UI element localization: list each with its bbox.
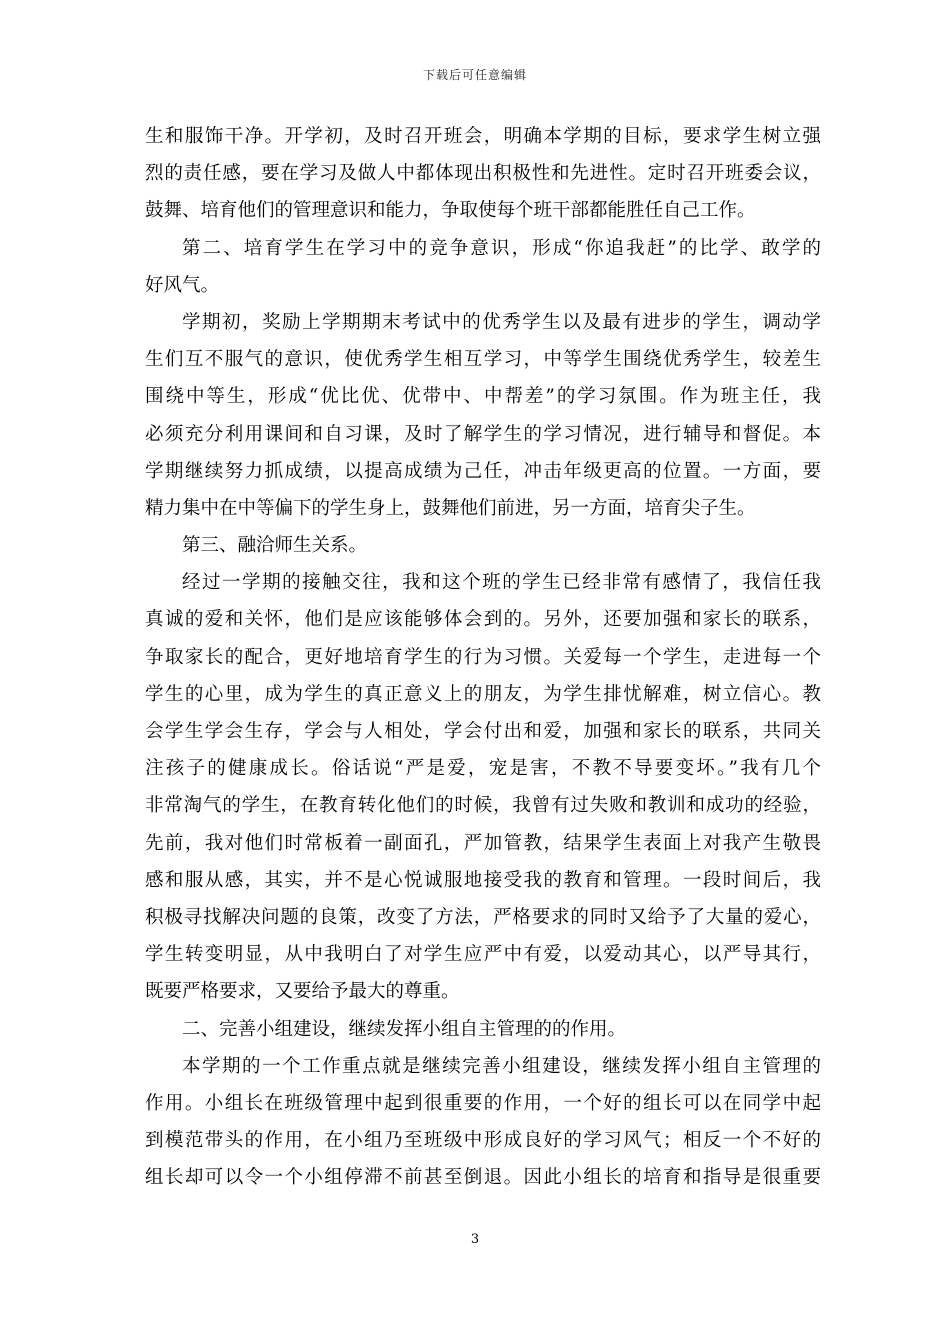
paragraph [145,564,821,1010]
paragraph [145,118,821,230]
paragraph [145,1011,821,1048]
text-line: 感和服从感，其实，并不是心悦诚服地接受我的教育和管理。一段时间后，我 [145,869,821,891]
text-line: 先前，我对他们时常板着一副面孔，严加管教，结果学生表面上对我产生敬畏 [145,832,821,854]
text-line: 本学期的一个工作重点就是继续完善小组建设，继续发挥小组自主管理的 [182,1055,821,1077]
text-line: 非常淘气的学生，在教育转化他们的时候，我曾有过失败和教训和成功的经验， [145,795,821,817]
text-line: 既要严格要求，又要给予最大的尊重。 [145,981,460,1003]
document-body [145,118,821,1196]
text-line: 第二、培育学生在学习中的竞争意识，形成“你追我赶”的比学、敢学的 [182,237,821,259]
text-line: 学期初，奖励上学期期末考试中的优秀学生以及最有进步的学生，调动学 [182,311,821,333]
text-line: 组长却可以令一个小组停滞不前甚至倒退。因此小组长的培育和指导是很重要 [145,1167,821,1189]
text-line: 注孩子的健康成长。俗话说“严是爱，宠是害，不教不导要变坏。”我有几个 [145,758,821,780]
text-line: 生和服饰干净。开学初，及时召开班会，明确本学期的目标，要求学生树立强 [145,126,821,147]
paragraph [145,230,821,304]
text-line: 真诚的爱和关怀，他们是应该能够体会到的。另外，还要加强和家长的联系， [145,609,821,631]
paragraph [145,1048,821,1197]
text-line: 第三、融洽师生关系。 [182,535,368,557]
text-line: 积极寻找解决问题的良策，改变了方法，严格要求的同时又给予了大量的爱心， [145,906,821,928]
text-line: 争取家长的配合，更好地培育学生的行为习惯。关爱每一个学生，走进每一个 [145,646,821,668]
text-line: 烈的责任感，要在学习及做人中都体现出积极性和先进性。定时召开班委会议， [145,163,821,185]
text-line: 作用。小组长在班级管理中起到很重要的作用，一个好的组长可以在同学中起 [145,1092,821,1114]
text-line: 精力集中在中等偏下的学生身上，鼓舞他们前进，另一方面，培育尖子生。 [145,497,756,519]
text-line: 学生转变明显，从中我明白了对学生应严中有爱，以爱动其心，以严导其行， [145,944,821,966]
page-number: 3 [470,1232,480,1247]
text-line: 学生的心里，成为学生的真正意义上的朋友，为学生排忧解难，树立信心。教 [145,683,821,705]
text-line: 学期继续努力抓成绩，以提高成绩为己任，冲击年级更高的位置。一方面，要 [145,460,821,482]
text-line: 经过一学期的接触交往，我和这个班的学生已经非常有感情了，我信任我 [182,572,821,594]
text-line: 好风气。 [145,274,220,296]
text-line: 鼓舞、培育他们的管理意识和能力，争取使每个班干部都能胜任自己工作。 [145,200,756,222]
text-line: 会学生学会生存，学会与人相处，学会付出和爱，加强和家长的联系，共同关 [145,721,821,742]
text-line: 生们互不服气的意识，使优秀学生相互学习，中等学生围绕优秀学生，较差生 [145,349,821,371]
paragraph [145,527,821,564]
page-header: 下载后可任意编辑 [422,68,527,82]
text-line: 到模范带头的作用，在小组乃至班级中形成良好的学习风气；相反一个不好的 [145,1130,821,1152]
text-line: 围绕中等生，形成“优比优、优带中、中帮差”的学习氛围。作为班主任，我 [145,386,821,408]
text-line: 必须充分利用课间和自习课，及时了解学生的学习情况，进行辅导和督促。本 [145,423,821,445]
text-line: 二、完善小组建设，继续发挥小组自主管理的的作用。 [182,1018,627,1040]
paragraph [145,304,821,527]
